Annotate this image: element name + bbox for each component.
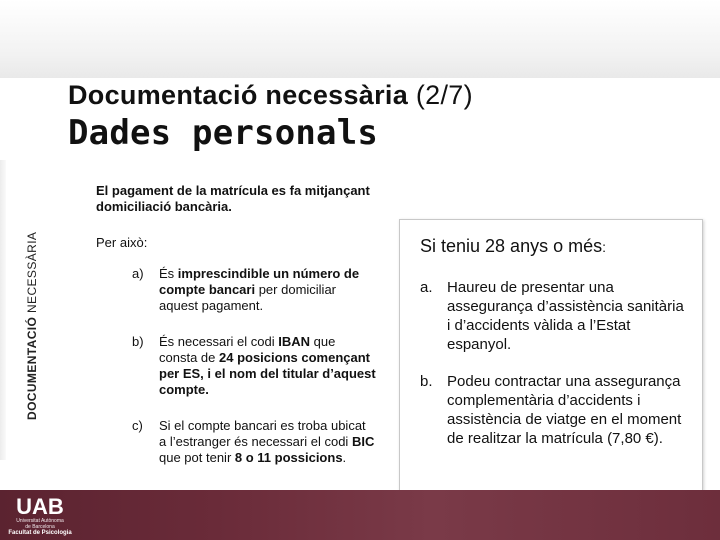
header-band [0, 0, 720, 78]
item-text-part: que pot tenir [159, 450, 235, 465]
item-text-part: IBAN [278, 334, 311, 349]
faculty-name: Facultat de Psicologia [8, 530, 72, 536]
footer-band [0, 490, 720, 540]
page-title [68, 80, 473, 111]
uab-logo [8, 494, 72, 538]
intro-text: El pagament de la matrícula es fa mitjançant domiciliació bancària. [96, 183, 370, 214]
item-text-part: És [159, 266, 178, 281]
item-text-part: BIC [351, 434, 375, 449]
requirement-item [96, 266, 376, 314]
side-label [25, 232, 39, 420]
logo-sub2: de Barcelona [25, 524, 55, 530]
side-label-normal: NECESSÀRIA [25, 231, 39, 314]
age-note-box [399, 219, 703, 491]
item-marker: b) [132, 334, 144, 349]
requirement-item [96, 334, 376, 398]
side-rule [0, 160, 6, 460]
title-text: Documentació necessària [68, 80, 409, 110]
item-text: Haureu de presentar una assegurança d’assistència sanitària i d’accidents vàlida a l’Estat espanyol. [447, 279, 684, 353]
per-aixo: Per això: [96, 235, 148, 250]
page-subtitle: Dades personals [68, 113, 379, 153]
item-marker: c) [132, 418, 143, 433]
uab-logo-letters: UAB [16, 494, 64, 518]
item-text-part: Si el compte bancari es troba ubicat a l’estranger és necessari el codi [159, 418, 366, 449]
item-marker: a. [420, 279, 433, 296]
item-text-part: que consta de [159, 334, 336, 365]
item-text-part: per domiciliar aquest pagament. [159, 282, 337, 313]
uab-logo-mark [8, 494, 72, 518]
page-counter: (2/7) [415, 80, 473, 110]
insurance-item [420, 278, 690, 354]
item-marker: b. [420, 373, 433, 390]
item-text: Podeu contractar una assegurança complementària d’accidents i assistència de viatge en el moment de realitzar la matrícula (7,80 €). [447, 373, 682, 447]
insurance-item [420, 372, 690, 448]
insurance-list [420, 278, 690, 466]
age-note-title-text: Si teniu 28 anys o més [420, 236, 603, 256]
item-marker: a) [132, 266, 144, 281]
item-text-part: 24 posicions començant per ES, i el nom del titular d’aquest compte. [159, 350, 376, 397]
age-note-title-colon: : [602, 239, 606, 255]
item-text-part: . [342, 450, 347, 465]
logo-sub1: Universitat Autònoma [16, 518, 64, 524]
item-text-part: imprescindible un número de compte bancari [159, 266, 360, 297]
age-note-title [420, 236, 606, 257]
item-text-part: És necessari el codi [159, 334, 279, 349]
requirement-item [96, 418, 376, 466]
item-text-part: 8 o 11 possicions [234, 450, 343, 465]
requirements-list [96, 266, 376, 486]
side-label-bold: DOCUMENTACIÓ [25, 316, 39, 420]
intro-block [96, 183, 376, 215]
